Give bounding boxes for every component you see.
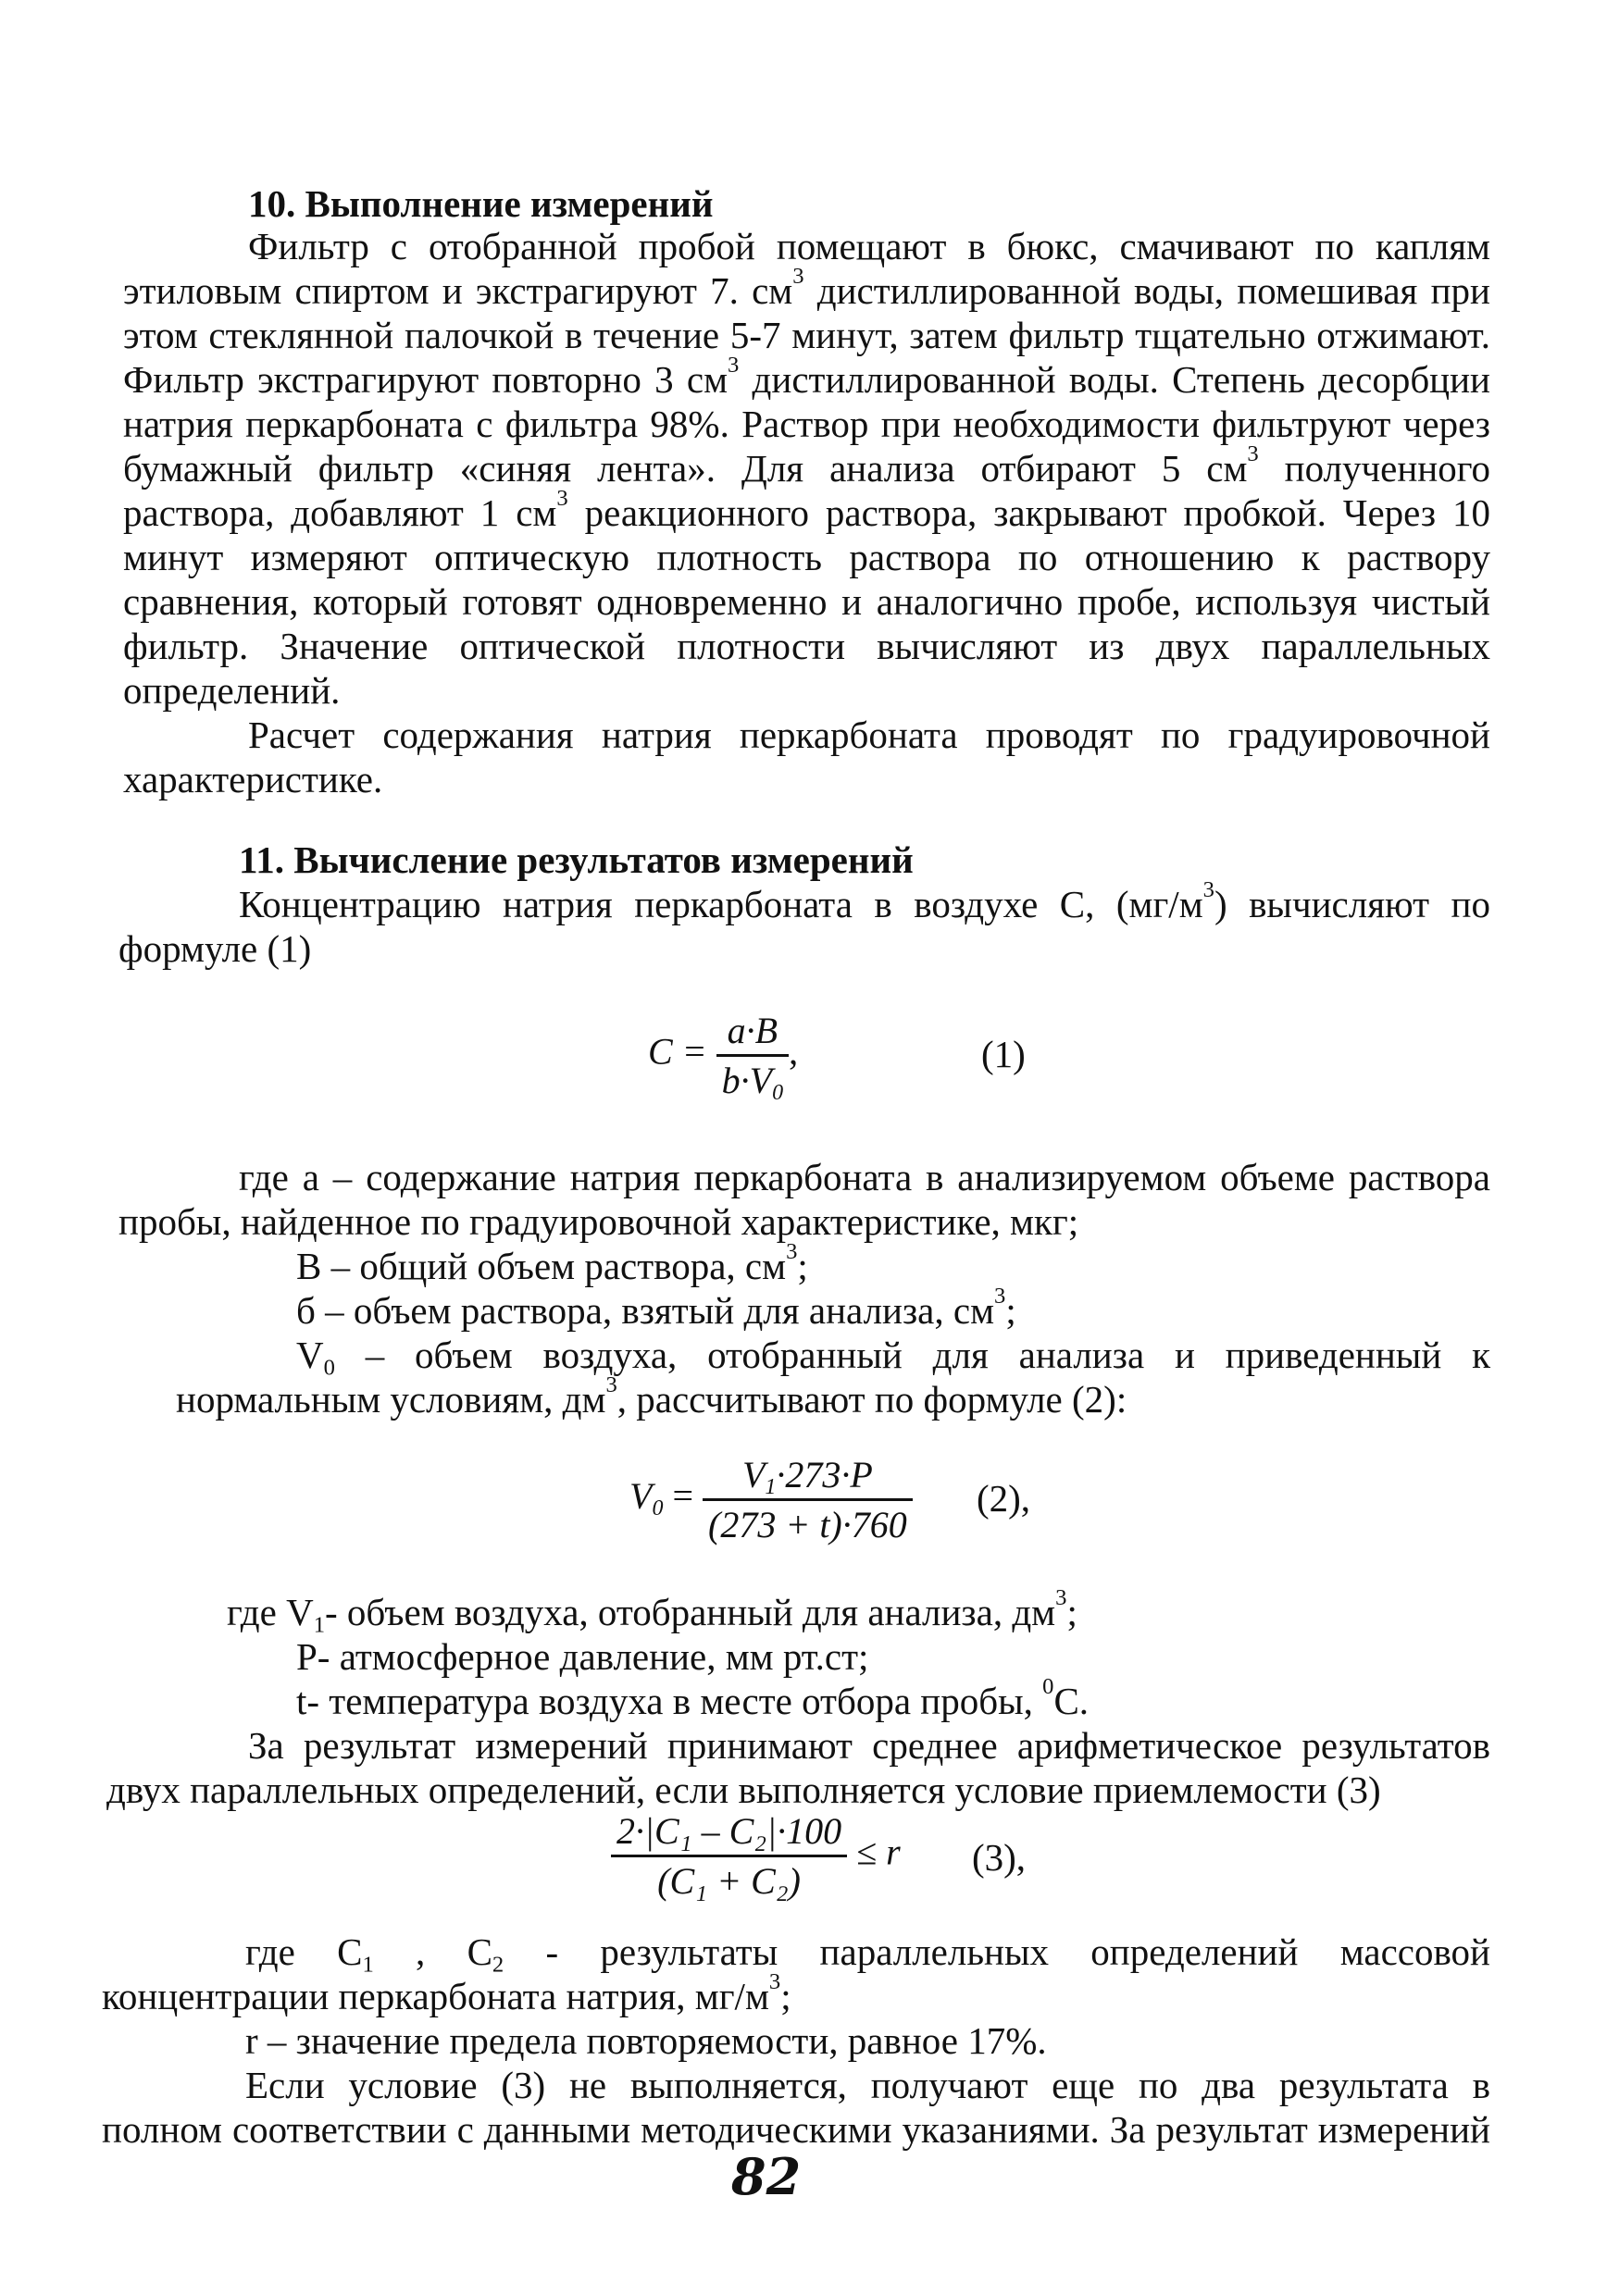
paragraph-line: двух параллельных определений, если выполняется условие приемлемости (3): [106, 1769, 1381, 1811]
paragraph-line: этом стеклянной палочкой в течение 5-7 минут, затем фильтр тщательно отжимают.: [123, 314, 1490, 356]
paragraph-line: нормальным условиям, $дм^3$, рассчитывают по формуле (2):: [176, 1371, 1127, 1421]
paragraph-line: формуле (1): [118, 927, 312, 970]
paragraph-line: Фильтр с отобранной пробой помещают в бюкс, смачивают по каплям: [248, 225, 1490, 267]
equation-number-1: (1): [981, 1033, 1026, 1075]
equation-number-2: (2),: [977, 1477, 1031, 1520]
paragraph-line: где $C_1$ , $C_2$ - результаты параллельных определений массовой: [245, 1930, 1490, 1978]
handwritten-page-number: 82: [731, 2147, 802, 2206]
paragraph-line: За результат измерений принимают среднее арифметическое результатов: [248, 1724, 1490, 1767]
paragraph-line: пробы, найденное по градуировочной характеристике, мкг;: [118, 1200, 1079, 1243]
paragraph-line: где а – содержание натрия перкарбоната в анализируемом объеме раствора: [239, 1156, 1490, 1198]
paragraph-line: натрия перкарбоната с фильтра 98%. Раствор при необходимости фильтруют через: [123, 403, 1490, 445]
paragraph-line: P- атмосферное давление, мм рт.ст;: [296, 1635, 869, 1678]
formula-3: $\frac{\text{2·|C₁ – C₂|·100}}{\text{(C₁ + C₂)}}$ ≤ r: [611, 1809, 901, 1903]
paragraph-line: сравнения, который готовят одновременно и аналогично пробе, используя чистый: [123, 580, 1490, 623]
paragraph-line: В – общий объем раствора, $см^3$;: [296, 1238, 808, 1287]
paragraph-line: б – объем раствора, взятый для анализа, $см^3$;: [296, 1283, 1016, 1332]
paragraph-line: Концентрацию натрия перкарбоната в воздухе С, $(мг/м^3)$ вычисляют по: [239, 876, 1490, 925]
section-10-heading: 10. Выполнение измерений: [248, 182, 714, 225]
section-11-heading: 11. Вычисление результатов измерений: [239, 838, 914, 881]
formula-2: $V_0$ = $\frac{V_1\cdot 273\cdot P}{(273 + t)\cdot 760}$: [629, 1453, 913, 1546]
paragraph-line: Фильтр экстрагируют повторно 3 $см^3$ дистиллированной воды. Степень десорбции: [123, 352, 1491, 401]
paragraph-line: r – значение предела повторяемости, равное 17%.: [245, 2019, 1047, 2062]
paragraph-line: полном соответствии с данными методическими указаниями. За результат измерений: [102, 2108, 1490, 2151]
formula-1: C = $\frac{a\cdot B}{b\cdot V_0}$ ,: [648, 1010, 799, 1106]
paragraph-line: этиловым спиртом и экстрагируют 7. $см^3$ дистиллированной воды, помешивая при: [123, 263, 1490, 312]
paragraph-line: характеристике.: [123, 758, 383, 800]
paragraph-line: t- температура воздуха в месте отбора пробы, $^0$C.: [296, 1673, 1090, 1722]
paragraph-line: где $V_1-$ объем воздуха, отобранный для анализа, $дм^3$;: [227, 1584, 1077, 1638]
paragraph-line: определений.: [123, 669, 341, 712]
paragraph-line: бумажный фильтр «синяя лента». Для анализа отбирают 5 $см^3$ полученного: [123, 441, 1491, 490]
paragraph-line: минут измеряют оптическую плотность раствора по отношению к раствору: [123, 536, 1490, 578]
paragraph-line: Расчет содержания натрия перкарбоната проводят по градуировочной: [248, 714, 1490, 756]
paragraph-line: концентрации перкарбоната натрия, $мг/м^3$;: [102, 1968, 791, 2017]
paragraph-line: раствора, добавляют 1 $см^3$ реакционного раствора, закрывают пробкой. Через 10: [123, 485, 1490, 534]
paragraph-line: Если условие (3) не выполняется, получают еще по два результата в: [245, 2064, 1490, 2106]
paragraph-line: фильтр. Значение оптической плотности вычисляют из двух параллельных: [123, 625, 1490, 667]
paragraph-line: $V_0$ – объем воздуха, отобранный для анализа и приведенный к: [296, 1334, 1490, 1381]
equation-number-3: (3),: [972, 1836, 1027, 1879]
